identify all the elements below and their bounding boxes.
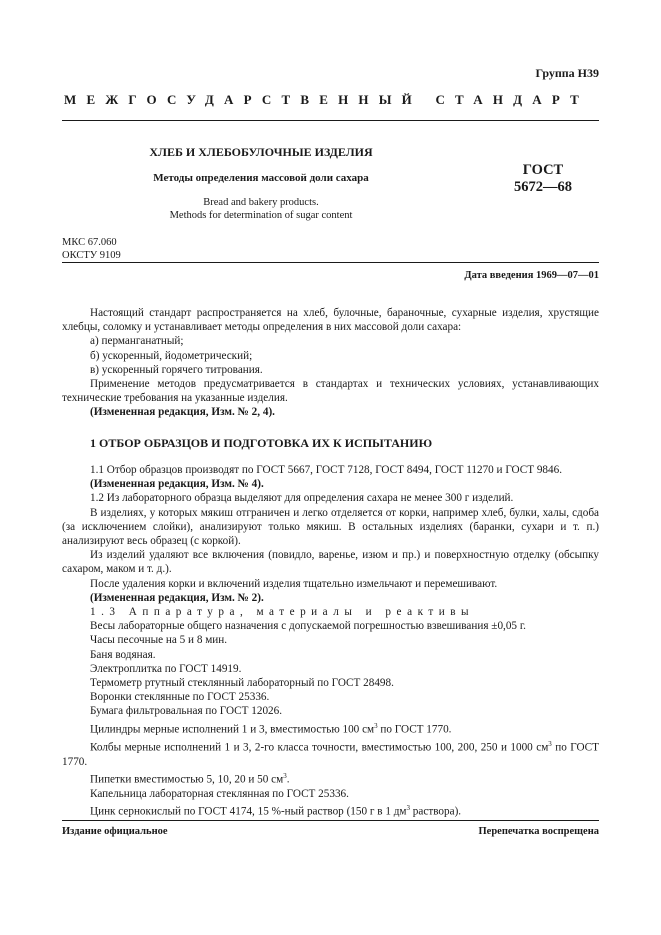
revision-note: (Измененная редакция, Изм. № 2). bbox=[90, 591, 264, 604]
flasks-text: Колбы мерные исполнений 1 и 3, 2-го класса точности, вместимостью 100, 200, 250 и 1000 см bbox=[90, 741, 549, 754]
cylinders-sup: 3 bbox=[374, 721, 378, 730]
method-c: в) ускоренный горячего титрования. bbox=[90, 363, 263, 376]
clause-1-1: 1.1 Отбор образцов производят по ГОСТ 5667, ГОСТ 7128, ГОСТ 8494, ГОСТ 11270 и ГОСТ 9846. bbox=[90, 464, 563, 476]
footer-divider bbox=[62, 820, 599, 821]
gost-label: ГОСТ bbox=[522, 162, 564, 178]
okstu-code: ОКСТУ 9109 bbox=[62, 249, 121, 261]
document-title: ХЛЕБ И ХЛЕБОБУЛОЧНЫЕ ИЗДЕЛИЯ bbox=[149, 145, 373, 159]
clause-1-3-heading: 1.3 Аппаратура, материалы и реактивы bbox=[90, 606, 475, 619]
equipment-item: Капельница лабораторная стеклянная по ГОСТ 25336. bbox=[90, 787, 349, 800]
cylinders-text: Цилиндры мерные исполнений 1 и 3, вместимостью 100 см bbox=[90, 723, 375, 736]
mks-code: МКС 67.060 bbox=[62, 237, 117, 248]
header-divider bbox=[62, 120, 599, 121]
zinc-sup: 3 bbox=[406, 803, 410, 812]
zinc-text: Цинк сернокислый по ГОСТ 4174, 15 %-ный раствор (150 г в 1 дм bbox=[90, 805, 407, 818]
clause-1-2-grinding: После удаления корки и включений изделия тщательно измельчают и перемешивают. bbox=[90, 577, 498, 590]
reprint-prohibited-note: Перепечатка воспрещена bbox=[478, 826, 599, 837]
cylinders-tail: по ГОСТ 1770. bbox=[377, 723, 452, 736]
document-subtitle: Методы определения массовой доли сахара bbox=[153, 172, 369, 184]
classification-codes bbox=[62, 237, 121, 262]
equipment-item-pipettes bbox=[62, 769, 599, 787]
section-heading: 1 ОТБОР ОБРАЗЦОВ И ПОДГОТОВКА ИХ К ИСПЫТАНИЮ bbox=[90, 436, 433, 450]
equipment-item: Воронки стеклянные по ГОСТ 25336. bbox=[90, 691, 270, 704]
equipment-item: Термометр ртутный стеклянный лабораторный по ГОСТ 28498. bbox=[90, 677, 394, 690]
method-a: а) перманганатный; bbox=[90, 335, 184, 348]
pipettes-sup: 3 bbox=[283, 771, 287, 780]
clause-1-2: 1.2 Из лабораторного образца выделяют для определения сахара не менее 300 г изделий. bbox=[90, 492, 514, 505]
intro-block bbox=[62, 306, 599, 420]
intro-paragraph: Настоящий стандарт распространяется на хлеб, булочные, бараночные, сухарные изделия, хрустящие хлебцы, соломку и устанавливает методы определения в них массовой доли сахара: bbox=[62, 307, 599, 334]
section1-body bbox=[62, 463, 599, 819]
standard-type-title: МЕЖГОСУДАРСТВЕННЫЙ СТАНДАРТ bbox=[64, 92, 590, 107]
equipment-item: Бумага фильтровальная по ГОСТ 12026. bbox=[90, 705, 283, 718]
equipment-item-cylinders bbox=[62, 719, 599, 737]
pipettes-text: Пипетки вместимостью 5, 10, 20 и 50 см bbox=[90, 773, 284, 786]
revision-note: (Измененная редакция, Изм. № 2, 4). bbox=[90, 406, 275, 419]
flasks-sup: 3 bbox=[548, 739, 552, 748]
clause-1-2-crumb: В изделиях, у которых мякиш отграничен и легко отделяется от корки, например хлеб, булки, халы, сдоба (за исключением слойки), анализируют только мякиш. В остальных изделиях (баранки, сухари и т. п.) анализируют весь образец (с коркой). bbox=[62, 506, 599, 548]
equipment-item: Электроплитка по ГОСТ 14919. bbox=[90, 662, 242, 675]
group-code: Группа Н39 bbox=[535, 66, 599, 80]
method-b: б) ускоренный, йодометрический; bbox=[90, 349, 253, 362]
gost-number: 5672—68 bbox=[514, 179, 572, 195]
equipment-item-flasks bbox=[62, 737, 599, 769]
english-title-line2: Methods for determination of sugar content bbox=[169, 210, 353, 221]
gost-designation bbox=[478, 162, 608, 196]
application-paragraph: Применение методов предусматривается в стандартах и технических условиях, устанавливающих технические требования на указанные изделия. bbox=[62, 378, 599, 405]
zinc-tail: раствора). bbox=[410, 805, 462, 818]
codes-divider bbox=[62, 262, 599, 263]
equipment-item: Часы песочные на 5 и 8 мин. bbox=[90, 634, 228, 647]
english-title-line1: Bread and bakery products. bbox=[203, 197, 319, 208]
equipment-item: Баня водяная. bbox=[90, 648, 156, 661]
pipettes-tail: . bbox=[286, 773, 290, 786]
flasks-tail: по ГОСТ 1770. bbox=[62, 741, 599, 768]
clause-1-2-inclusions: Из изделий удаляют все включения (повидло, варенье, изюм и пр.) и поверхностную отделку (обсыпку сахаром, маком и т. д.). bbox=[62, 549, 599, 576]
english-title bbox=[62, 196, 460, 222]
equipment-item: Весы лабораторные общего назначения с допускаемой погрешностью взвешивания ±0,05 г. bbox=[90, 620, 526, 633]
official-edition-note: Издание официальное bbox=[62, 826, 168, 837]
equipment-item-zinc bbox=[62, 801, 599, 819]
introduction-date: Дата введения 1969—07—01 bbox=[464, 270, 599, 281]
revision-note: (Измененная редакция, Изм. № 4). bbox=[90, 478, 264, 491]
